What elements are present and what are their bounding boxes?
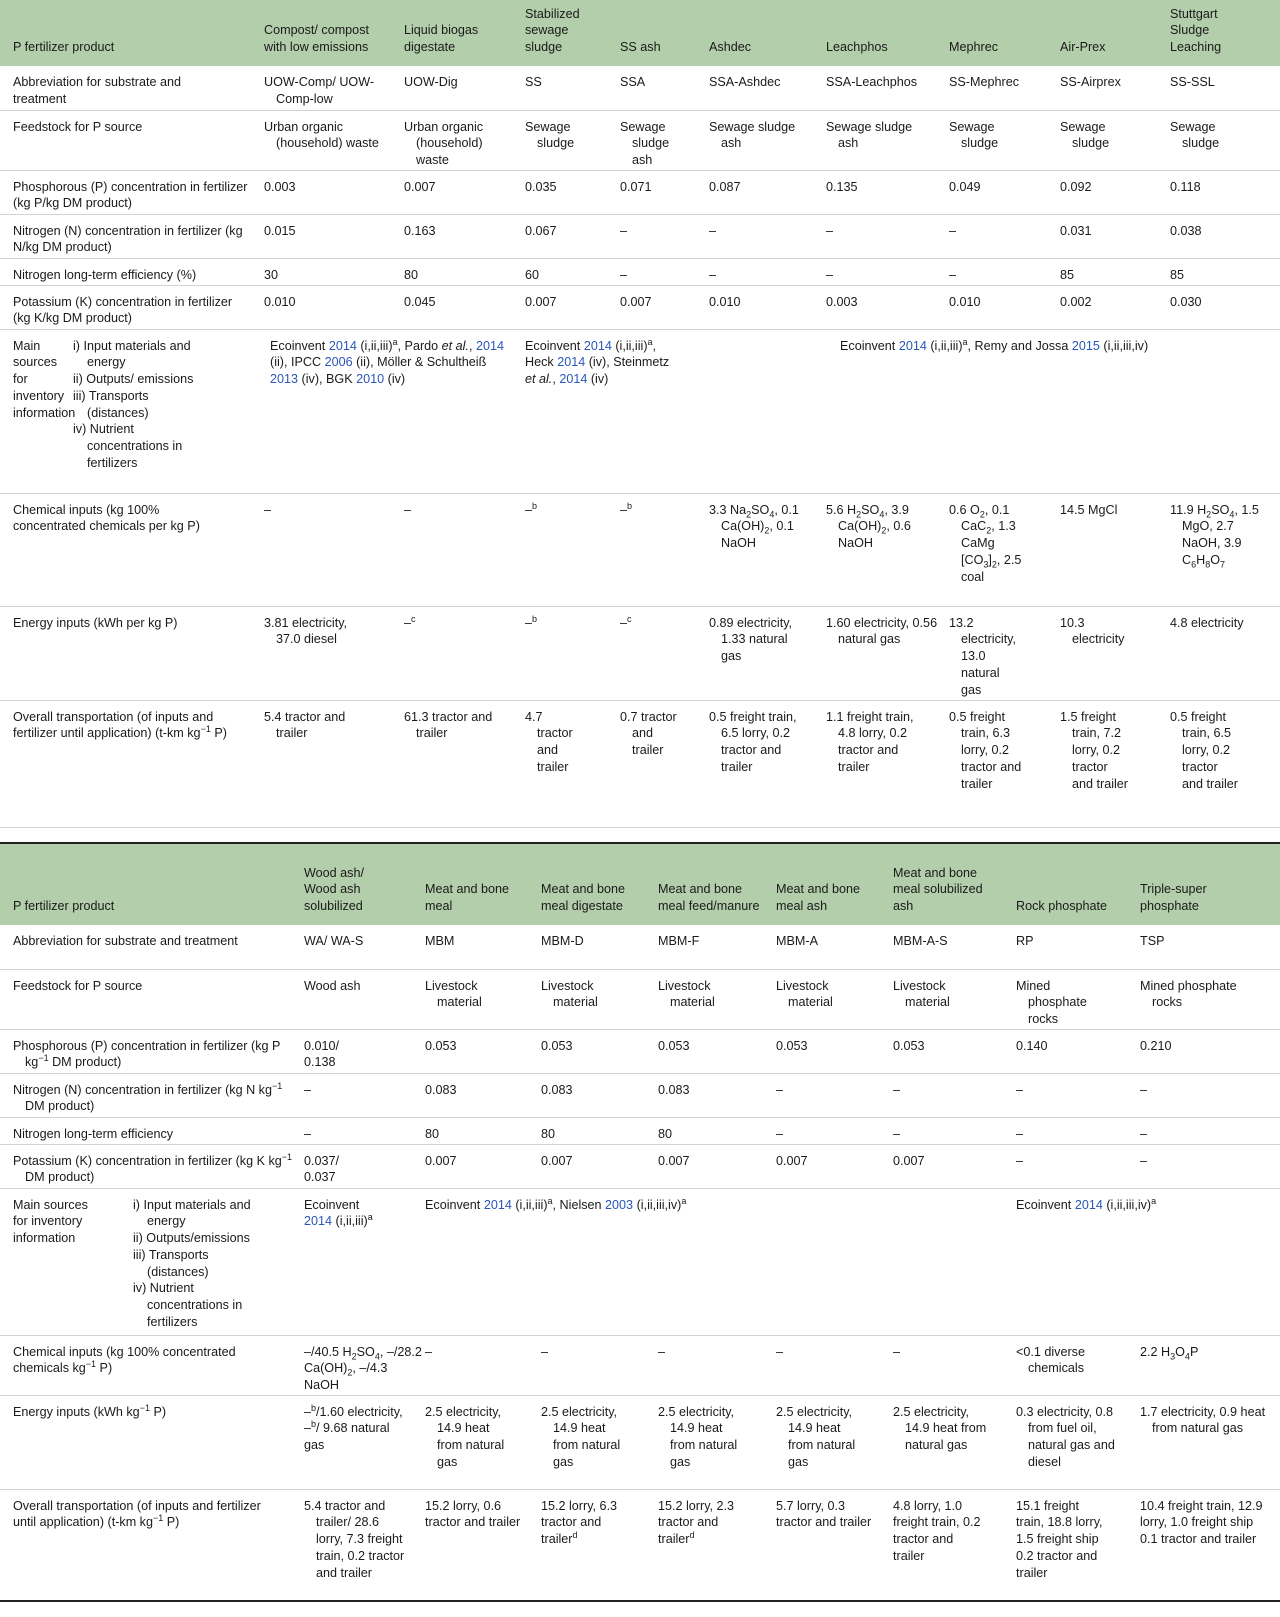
cell-value: 0.210: [1140, 1029, 1280, 1073]
cell-value: 85: [1060, 258, 1170, 285]
cell-value: 0.007: [776, 1144, 893, 1188]
transport-row: Overall transportation (of inputs and fertilizer until application) (t-km $kg^{-1}$ P) 5.4 tractor and trailer/ 28.6 lorry, 7.3 freight train, 0.2 tractor and trailer 15.2 lorry, 0.6 tractor and trailer 15.2 lorry, 6.3 tractor and trailer$^d$ 15.2 lorry, 2.3 tractor and trailer$^d$ 5.7 lorry, 0.3 tractor and trailer 4.8 lorry, 1.0 freight train, 0.2 tractor and trailer 15.1 freight train, 18.8 lorry, 1.5 freight ship 0.2 tractor and trailer 10.4 freight train, 12.9 lorry, 1.0 freight ship 0.1 tractor and trailer: [0, 1489, 1280, 1601]
header-cell: Rock phosphate: [1016, 843, 1140, 925]
sources-item: iii) Transports (distances): [133, 1247, 209, 1279]
citation-link[interactable]: 2014: [328, 338, 357, 353]
cell-value: 0.89 electricity, 1.33 natural gas: [709, 615, 793, 664]
cell-value: –: [776, 1117, 893, 1144]
cell-value: Sewage sludge ash: [620, 119, 670, 168]
sources-item: iv) Nutrient concentrations in fertilizers: [133, 1281, 243, 1330]
sources-item: iv) Nutrient concentrations in fertilizers: [73, 422, 183, 471]
cell-value: –: [404, 615, 412, 630]
table1-header-row: [0, 0, 1280, 66]
cell-value: –: [1016, 1144, 1140, 1188]
cell-value: –: [620, 502, 628, 517]
citation-link[interactable]: 2010: [356, 372, 385, 387]
sources-item: iii) Transports (distances): [73, 388, 149, 420]
footnote-marker: a: [962, 336, 968, 347]
cell-value: 5.7 lorry, 0.3 tractor and trailer: [776, 1498, 872, 1530]
source-text: (i,ii,iii,iv): [1102, 1197, 1152, 1212]
cell-value: –: [264, 493, 404, 606]
header-cell: Meat and bone meal: [425, 843, 541, 925]
sources-item: i) Input materials and energy: [133, 1197, 251, 1229]
cell-value: 14.5 MgCl: [1060, 493, 1170, 606]
cell-value: –: [1016, 1117, 1140, 1144]
source-text: (iv): [587, 372, 609, 387]
header-cell: Wood ash/ Wood ash solubilized: [304, 843, 425, 925]
cell-value: –: [525, 615, 533, 630]
source-text: Ecoinvent: [1016, 1197, 1075, 1212]
cell-value: 0.007: [425, 1144, 541, 1188]
table2-header-row: [0, 843, 1280, 925]
header-cell: Liquid biogas digestate: [404, 0, 525, 66]
cell-value: SS-SSL: [1170, 66, 1280, 110]
footnote-marker: a: [681, 1195, 687, 1206]
cell-value: –: [620, 615, 628, 630]
source-text: Ecoinvent: [304, 1197, 360, 1212]
cell-value: 1.7 electricity, 0.9 heat from natural gas: [1140, 1404, 1266, 1436]
source-text: (iv), Steinmetz: [585, 355, 670, 370]
cell-value: 0.010: [709, 285, 826, 329]
table-row: [0, 925, 1280, 969]
cell-value: 0.163: [404, 214, 525, 258]
table-row: [0, 170, 1280, 214]
header-cell: Ashdec: [709, 0, 826, 66]
citation-link[interactable]: 2014: [304, 1214, 333, 1229]
cell-value: Livestock material: [541, 978, 598, 1010]
cell-value: Sewage sludge: [525, 119, 575, 151]
cell-value: 4.8 lorry, 1.0 freight train, 0.2 tractor and trailer: [893, 1498, 981, 1563]
header-cell: SS ash: [620, 0, 709, 66]
header-cell: Mephrec: [949, 0, 1060, 66]
cell-value: –: [709, 214, 826, 258]
cell-value: 4.7 tractor and trailer: [525, 709, 573, 774]
cell-value: –: [893, 1335, 1016, 1395]
table-row: Nitrogen (N) concentration in fertilizer (kg N $kg^{-1}$ DM product) – 0.083 0.083 0.083 – – – –: [0, 1073, 1280, 1117]
cell-value: 0.5 freight train, 6.3 lorry, 0.2 tractor and trailer: [949, 709, 1022, 791]
cell-value: 13.2 electricity, 13.0 natural gas: [949, 615, 1017, 697]
row-label: Chemical inputs (kg 100% concentrated chemicals per kg P): [0, 493, 264, 606]
cell-value: SSA-Ashdec: [709, 66, 826, 110]
cell-value: UOW-Comp/ UOW-Comp-low: [264, 75, 375, 106]
source-text: Ecoinvent: [525, 338, 584, 353]
cell-value: 5.4 tractor and trailer/ 28.6 lorry, 7.3 freight train, 0.2 tractor and trailer: [304, 1498, 405, 1580]
table-row: [0, 285, 1280, 329]
cell-value: Sewage sludge ash: [709, 119, 796, 151]
cell-value: –: [620, 214, 709, 258]
table-row: [0, 258, 1280, 285]
cell-value: MBM: [425, 925, 541, 969]
footnote-marker: a: [647, 336, 653, 347]
cell-value: 2.5 electricity, 14.9 heat from natural gas: [541, 1404, 621, 1469]
cell-value: 0.140: [1016, 1029, 1140, 1073]
source-text: , Nielsen: [552, 1197, 606, 1212]
cell-value: 0.053: [425, 1029, 541, 1073]
cell-value: –: [776, 1335, 893, 1395]
cell-value: 0.118: [1170, 170, 1280, 214]
header-cell: Meat and bone meal ash: [776, 843, 893, 925]
cell-value: 80: [425, 1117, 541, 1144]
cell-value: 0.010/ 0.138: [304, 1029, 425, 1073]
citation-link[interactable]: 2014: [1074, 1197, 1103, 1212]
source-text: et al.: [525, 372, 553, 387]
cell-value: –: [826, 258, 949, 285]
citation-link[interactable]: 2014: [557, 355, 586, 370]
source-text: , Heck: [525, 338, 657, 370]
sources-row: [0, 329, 1280, 493]
sources-item: ii) Outputs/ emissions: [73, 372, 194, 387]
cell-value: Sewage sludge: [1060, 119, 1110, 151]
header-cell: P fertilizer product: [0, 0, 264, 66]
cell-value: 0.003: [264, 170, 404, 214]
cell-value: 0.010: [949, 285, 1060, 329]
cell-value: 0.002: [1060, 285, 1170, 329]
citation-link[interactable]: 2014: [559, 372, 588, 387]
row-label: Feedstock for P source: [0, 110, 264, 170]
cell-value: 0.7 tractor and trailer: [620, 709, 677, 758]
cell-value: 0.5 freight train, 6.5 lorry, 0.2 tractor and trailer: [1170, 709, 1239, 791]
cell-value: 61.3 tractor and trailer: [404, 709, 493, 741]
transport-row: Overall transportation (of inputs and fertilizer until application) (t-km $kg^{-1}$ P) 5.4 tractor and trailer 61.3 tractor and trailer 4.7 tractor and trailer 0.7 tractor and trailer 0.5 freight train, 6.5 lorry, 0.2 tractor and trailer 1.1 freight train, 4.8 lorry, 0.2 tractor and trailer 0.5 freight train, 6.3 lorry, 0.2 tractor and trailer 1.5 freight train, 7.2 lorry, 0.2 tractor and trailer 0.5 freight train, 6.5 lorry, 0.2 tractor and trailer: [0, 700, 1280, 827]
table-row: [0, 110, 1280, 170]
cell-value: MBM-F: [658, 925, 776, 969]
header-cell: Meat and bone meal feed/manure: [658, 843, 776, 925]
source-text: Ecoinvent: [270, 338, 329, 353]
cell-value: –: [1140, 1073, 1280, 1117]
cell-value: Livestock material: [893, 978, 950, 1010]
cell-value: 0.037/ 0.037: [304, 1144, 425, 1188]
cell-value: –: [1140, 1144, 1280, 1188]
row-label: Potassium (K) concentration in fertilizer (kg K/kg DM product): [0, 285, 264, 329]
row-label: Abbreviation for substrate and treatment: [0, 925, 304, 969]
cell-value: –: [893, 1073, 1016, 1117]
cell-value: SS-Airprex: [1060, 66, 1170, 110]
cell-value: –: [1016, 1073, 1140, 1117]
header-cell: Meat and bone meal digestate: [541, 843, 658, 925]
source-text: , Pardo: [397, 338, 442, 353]
cell-value: MBM-D: [541, 925, 658, 969]
fertilizer-table-2: [0, 842, 1280, 1602]
cell-value: <0.1 diverse chemicals: [1016, 1344, 1085, 1376]
footnote-marker: a: [547, 1195, 553, 1206]
cell-value: 0.015: [264, 214, 404, 258]
cell-value: –: [425, 1335, 541, 1395]
cell-value: SSA: [620, 66, 709, 110]
footnote-marker: b: [627, 500, 633, 511]
footnote-marker: c: [411, 613, 416, 624]
citation-link[interactable]: 2006: [324, 355, 353, 370]
cell-value: 0.010: [264, 285, 404, 329]
cell-value: 2.5 electricity, 14.9 heat from natural gas: [425, 1404, 505, 1469]
source-text: (i,ii,iii,iv): [633, 1197, 682, 1212]
cell-value: TSP: [1140, 925, 1280, 969]
chemical-row: Chemical inputs (kg 100% concentrated chemicals $kg^{-1}$ P) –/40.5 $H_2SO_4$, –/28.2 $Ca(OH)_2$, –/4.3 NaOH – – – – – <0.1 diverse chemicals 2.2 $H_3O_4P$: [0, 1335, 1280, 1395]
cell-value: SSA-Leachphos: [826, 66, 949, 110]
sources-label: Main sources for inventory information: [13, 1197, 88, 1246]
source-text: ,: [552, 372, 560, 387]
cell-value: 0.067: [525, 214, 620, 258]
cell-value: Urban organic (household) waste: [264, 119, 379, 151]
cell-value: Mined phosphate rocks: [1140, 978, 1237, 1010]
cell-value: 0.007: [404, 170, 525, 214]
cell-value: Livestock material: [425, 978, 482, 1010]
source-text: Ecoinvent: [840, 338, 899, 353]
cell-value: –: [826, 214, 949, 258]
row-label: Phosphorous (P) concentration in fertilizer (kg P/kg DM product): [0, 170, 264, 214]
header-cell: Compost/ compost with low emissions: [264, 0, 404, 66]
sources-list: [57, 338, 203, 472]
citation-link[interactable]: 2014: [583, 338, 612, 353]
cell-value: –: [1140, 1117, 1280, 1144]
cell-value: 30: [264, 258, 404, 285]
cell-value: 3.81 electricity, 37.0 diesel: [264, 615, 348, 647]
chemical-row: Chemical inputs (kg 100% concentrated chemicals per kg P) – – –$^b$ –$^b$ 3.3 $Na_2SO_4$, 0.1 $Ca(OH)_2$, 0.1 NaOH 5.6 $H_2SO_4$, 3.9 $Ca(OH)_2$, 0.6 NaOH 0.6 $O_2$, 0.1 CaC$_2$, 1.3 CaMg $[CO_3]_2$, 2.5 coal 14.5 MgCl 11.9 $H_2SO_4$, 1.5 MgO, 2.7 NaOH, 3.9 $C_6H_8O_7$: [0, 493, 1280, 606]
header-cell: Meat and bone meal solubilized ash: [893, 843, 1016, 925]
citation-link[interactable]: 2003: [605, 1197, 634, 1212]
cell-value: 0.3 electricity, 0.8 from fuel oil, natural gas and diesel: [1016, 1404, 1115, 1469]
cell-value: 0.035: [525, 170, 620, 214]
cell-value: 0.5 freight train, 6.5 lorry, 0.2 tractor and trailer: [709, 709, 797, 774]
cell-value: –: [658, 1335, 776, 1395]
cell-value: 0.087: [709, 170, 826, 214]
table-row: Phosphorous (P) concentration in fertilizer (kg P $kg^{-1}$ DM product) 0.010/ 0.138 0.053 0.053 0.053 0.053 0.053 0.140 0.210: [0, 1029, 1280, 1073]
source-text: (ii), Möller & Schultheiß: [352, 355, 487, 370]
table-row: [0, 66, 1280, 110]
cell-value: 0.045: [404, 285, 525, 329]
cell-value: 0.083: [541, 1073, 658, 1117]
cell-value: WA/ WA-S: [304, 925, 425, 969]
cell-value: –: [776, 1073, 893, 1117]
header-cell: P fertilizer product: [0, 843, 304, 925]
source-text: Ecoinvent: [425, 1197, 484, 1212]
source-text: (i,ii,iii): [611, 338, 648, 353]
cell-value: 0.135: [826, 170, 949, 214]
header-cell: Triple-super phosphate: [1140, 843, 1280, 925]
cell-value: 85: [1170, 258, 1280, 285]
cell-value: –: [620, 258, 709, 285]
cell-value: 0.003: [826, 285, 949, 329]
header-cell: Air-Prex: [1060, 0, 1170, 66]
cell-value: 0.049: [949, 170, 1060, 214]
footnote-marker: a: [1151, 1195, 1157, 1206]
cell-value: 0.071: [620, 170, 709, 214]
citation-link[interactable]: 2013: [270, 372, 299, 387]
cell-value: 2.5 electricity, 14.9 heat from natural gas: [658, 1404, 738, 1469]
cell-value: 0.038: [1170, 214, 1280, 258]
cell-value: 0.083: [658, 1073, 776, 1117]
cell-value: –: [404, 493, 525, 606]
row-label: Feedstock for P source: [0, 969, 304, 1029]
header-cell: Stabilized sewage sludge: [525, 0, 620, 66]
cell-value: –: [949, 258, 1060, 285]
energy-row: Energy inputs (kWh $kg^{-1}$ P) –$^b$/1.60 electricity, –$^b$/ 9.68 natural gas 2.5 electricity, 14.9 heat from natural gas 2.5 electricity, 14.9 heat from natural gas 2.5 electricity, 14.9 heat from natural gas 2.5 electricity, 14.9 heat from natural gas 2.5 electricity, 14.9 heat from natural gas 0.3 electricity, 0.8 from fuel oil, natural gas and diesel 1.7 electricity, 0.9 heat from natural gas: [0, 1395, 1280, 1489]
source-text: ,: [468, 338, 476, 353]
cell-value: Urban organic (household) waste: [404, 119, 484, 168]
cell-value: Mined phosphate rocks: [1016, 978, 1087, 1027]
cell-value: 0.031: [1060, 214, 1170, 258]
header-cell: Leachphos: [826, 0, 949, 66]
row-label: Nitrogen long-term efficiency (%): [0, 258, 264, 285]
cell-value: 2.5 electricity, 14.9 heat from natural gas: [776, 1404, 856, 1469]
source-text: (iv): [384, 372, 406, 387]
source-text: , Remy and Jossa: [967, 338, 1072, 353]
cell-value: 0.030: [1170, 285, 1280, 329]
cell-value: MBM-A: [776, 925, 893, 969]
cell-value: 0.092: [1060, 170, 1170, 214]
cell-value: 5.4 tractor and trailer: [264, 709, 346, 741]
citation-link[interactable]: 2014: [475, 338, 504, 353]
cell-value: Livestock material: [776, 978, 833, 1010]
source-text: (ii), IPCC: [270, 355, 325, 370]
sources-row: [0, 1188, 1280, 1335]
cell-value: MBM-A-S: [893, 925, 1016, 969]
table-row: [0, 214, 1280, 258]
source-text: (iv), BGK: [298, 372, 357, 387]
source-text: (i,ii,iii): [926, 338, 963, 353]
cell-value: Sewage sludge ash: [826, 119, 913, 151]
cell-value: SS-Mephrec: [949, 66, 1060, 110]
cell-value: 0.053: [776, 1029, 893, 1073]
footnote-marker: b: [532, 500, 538, 511]
table-row: Potassium (K) concentration in fertilizer (kg K $kg^{-1}$ DM product) 0.037/ 0.037 0.007 0.007 0.007 0.007 0.007 – –: [0, 1144, 1280, 1188]
footnote-marker: a: [367, 1212, 373, 1223]
energy-row: [0, 606, 1280, 700]
citation-link[interactable]: 2014: [483, 1197, 512, 1212]
source-text: (i,ii,iii): [332, 1214, 368, 1229]
source-text: (i,ii,iii,iv): [1099, 338, 1149, 353]
cell-value: 0.083: [425, 1073, 541, 1117]
cell-value: Livestock material: [658, 978, 715, 1010]
sources-list: [103, 1197, 273, 1331]
cell-value: SS: [525, 66, 620, 110]
cell-value: Sewage sludge: [949, 119, 999, 151]
cell-value: 0.053: [658, 1029, 776, 1073]
cell-value: –: [304, 1073, 425, 1117]
source-text: et al.: [441, 338, 469, 353]
cell-value: 0.007: [620, 285, 709, 329]
cell-value: –: [949, 214, 1060, 258]
footnote-marker: b: [532, 613, 538, 624]
cell-value: 80: [658, 1117, 776, 1144]
cell-value: 80: [404, 258, 525, 285]
sources-item: ii) Outputs/emissions: [133, 1231, 250, 1246]
citation-link[interactable]: 2014: [898, 338, 927, 353]
cell-value: 2.5 electricity, 14.9 heat from natural gas: [893, 1404, 987, 1453]
table-row: [0, 1117, 1280, 1144]
cell-value: –: [304, 1117, 425, 1144]
cell-value: Wood ash: [304, 969, 425, 1029]
sources-item: i) Input materials and energy: [73, 338, 191, 370]
source-text: (i,ii,iii): [356, 338, 393, 353]
cell-value: 0.007: [893, 1144, 1016, 1188]
header-cell: Stuttgart Sludge Leaching: [1170, 0, 1280, 66]
citation-link[interactable]: 2015: [1071, 338, 1100, 353]
cell-value: 10.4 freight train, 12.9 lorry, 1.0 freight ship 0.1 tractor and trailer: [1140, 1498, 1263, 1547]
cell-value: 10.3 electricity: [1060, 615, 1125, 647]
cell-value: 80: [541, 1117, 658, 1144]
footnote-marker: a: [392, 336, 398, 347]
cell-value: 1.5 freight train, 7.2 lorry, 0.2 tractor and trailer: [1060, 709, 1129, 791]
cell-value: 0.007: [525, 285, 620, 329]
cell-value: 1.60 electricity, 0.56 natural gas: [826, 615, 938, 647]
cell-value: –: [893, 1117, 1016, 1144]
cell-value: –: [709, 258, 826, 285]
cell-value: 15.2 lorry, 0.6 tractor and trailer: [425, 1498, 521, 1530]
cell-value: UOW-Dig: [404, 66, 525, 110]
cell-value: 60: [525, 258, 620, 285]
table-row: [0, 969, 1280, 1029]
cell-value: Sewage sludge: [1170, 119, 1220, 151]
cell-value: –: [541, 1335, 658, 1395]
cell-value: 1.1 freight train, 4.8 lorry, 0.2 tractor and trailer: [826, 709, 914, 774]
row-label: Nitrogen long-term efficiency: [0, 1117, 304, 1144]
source-text: (i,ii,iii): [511, 1197, 548, 1212]
cell-value: 0.053: [893, 1029, 1016, 1073]
cell-value: 15.1 freight train, 18.8 lorry, 1.5 freight ship 0.2 tractor and trailer: [1016, 1498, 1103, 1580]
cell-value: 0.007: [658, 1144, 776, 1188]
footnote-marker: c: [627, 613, 632, 624]
row-label: Energy inputs (kWh per kg P): [0, 606, 264, 700]
cell-value: RP: [1016, 925, 1140, 969]
sources-label: Main sources for inventory information: [13, 338, 76, 420]
row-label: Abbreviation for substrate and treatment: [0, 66, 264, 110]
row-label: Nitrogen (N) concentration in fertilizer (kg N/kg DM product): [0, 214, 264, 258]
cell-value: 0.053: [541, 1029, 658, 1073]
cell-value: –: [525, 502, 533, 517]
cell-value: 4.8 electricity: [1170, 615, 1244, 630]
cell-value: 0.007: [541, 1144, 658, 1188]
